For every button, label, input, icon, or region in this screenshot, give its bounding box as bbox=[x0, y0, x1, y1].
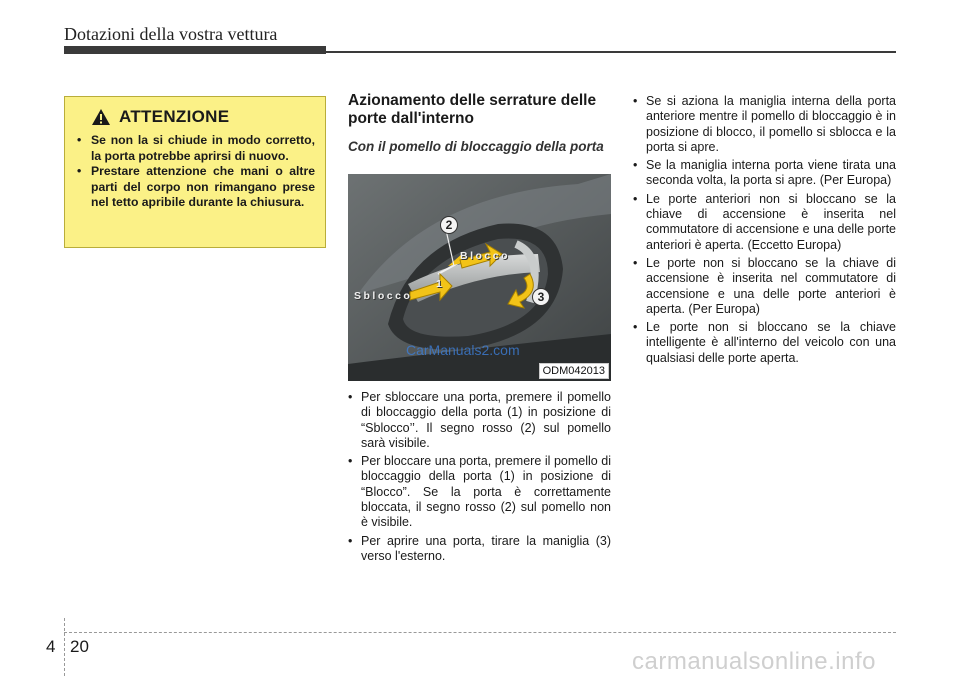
figure-watermark: CarManuals2.com bbox=[406, 342, 520, 358]
door-lock-figure bbox=[348, 174, 611, 381]
warning-item: • Prestare attenzione che mani o altre parti del corpo non rimangano prese nel tetto apribile durante la chiusura. bbox=[77, 164, 315, 211]
footer-divider bbox=[64, 632, 896, 633]
page-number: 20 bbox=[70, 637, 89, 656]
callout-3: 3 bbox=[532, 288, 550, 306]
callout-1: 1 bbox=[436, 278, 442, 290]
chapter-number: 4 bbox=[46, 637, 56, 656]
header-bar bbox=[64, 46, 326, 54]
list-item: • Per aprire una porta, tirare la maniglia (3) verso l'esterno. bbox=[348, 534, 611, 565]
callout-2: 2 bbox=[440, 216, 458, 234]
right-column-bullets bbox=[633, 94, 896, 369]
warning-item: • Se non la si chiude in modo corretto, la porta potrebbe aprirsi di nuovo. bbox=[77, 133, 315, 164]
page-header-title: Dotazioni della vostra vettura bbox=[64, 24, 278, 44]
list-item: • Per bloccare una porta, premere il pomello di bloccaggio della porta (1) in posizione di “Blocco”. Se la porta è correttamente bloccata, il segno rosso (2) sul pomello non è visibile. bbox=[348, 454, 611, 530]
middle-column-bullets bbox=[348, 390, 611, 567]
unlock-label: Sblocco bbox=[354, 290, 413, 302]
warning-header bbox=[91, 107, 315, 127]
footer-vertical-divider bbox=[64, 618, 65, 676]
warning-box bbox=[64, 96, 326, 248]
section-heading bbox=[348, 92, 611, 155]
list-item: • Per sbloccare una porta, premere il pomello di bloccaggio della porta (1) in posizione di “Sblocco’’. Il segno rosso (2) sul pomello sarà visibile. bbox=[348, 390, 611, 451]
warning-triangle-icon bbox=[91, 108, 111, 126]
list-item: • Le porte non si bloccano se la chiave di accensione è inserita nel commutatore di accensione e una delle porte anteriori è aperta. (Per Europa) bbox=[633, 256, 896, 317]
header-rule bbox=[326, 51, 896, 53]
site-watermark: carmanualsonline.info bbox=[632, 648, 876, 675]
lock-label: Blocco bbox=[460, 250, 511, 262]
warning-title: ATTENZIONE bbox=[119, 107, 230, 126]
subsection-title: Con il pomello di bloccaggio della porta bbox=[348, 139, 604, 154]
warning-list bbox=[77, 133, 315, 211]
list-item: • Se si aziona la maniglia interna della porta anteriore mentre il pomello di bloccaggio è in posizione di blocco, il pomello si sblocca e la porta si apre. bbox=[633, 94, 896, 155]
list-item: • Se la maniglia interna porta viene tirata una seconda volta, la porta si apre. (Per Europa) bbox=[633, 158, 896, 189]
list-item: • Le porte non si bloccano se la chiave intelligente è all'interno del veicolo con una qualsiasi delle porte aperta. bbox=[633, 320, 896, 366]
section-title: Azionamento delle serrature delle porte dall'interno bbox=[348, 92, 597, 127]
list-item: • Le porte anteriori non si bloccano se la chiave di accensione è inserita nel commutatore di accensione e una delle porte anteriori è aperta. (Eccetto Europa) bbox=[633, 192, 896, 253]
figure-code: ODM042013 bbox=[539, 363, 609, 379]
